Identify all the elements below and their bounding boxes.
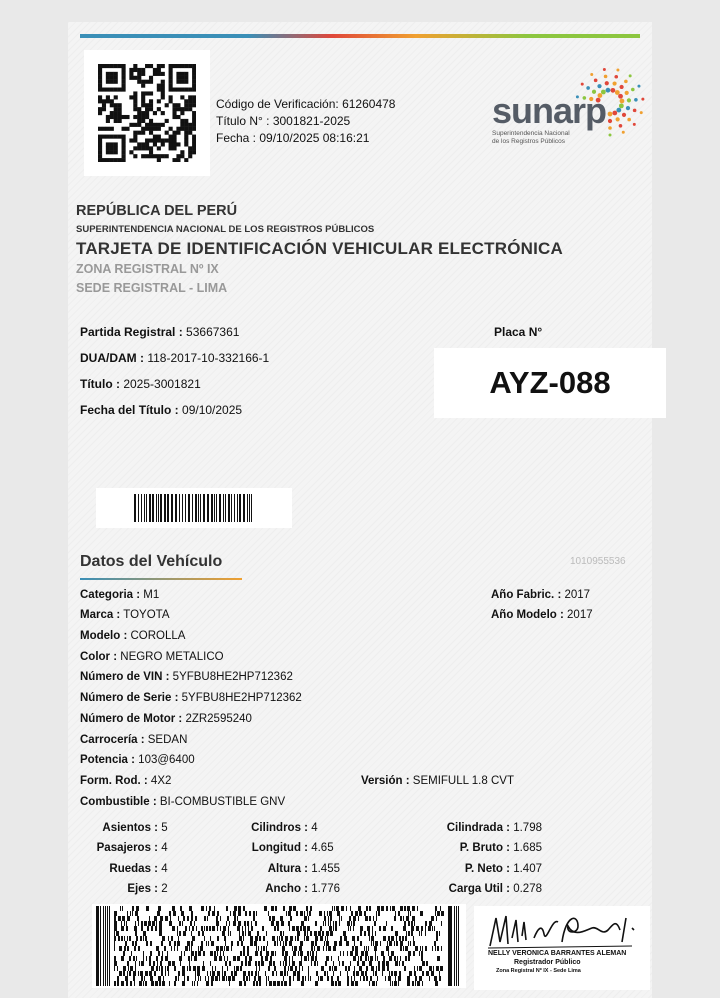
color-stripe — [80, 34, 640, 38]
partida-registral: Partida Registral : 53667361 — [80, 325, 240, 339]
logo-subtitle: Superintendencia Nacional de los Registros Públicos — [492, 130, 570, 145]
ano-fabricacion: Año Fabric. : 2017 — [491, 589, 591, 601]
signer-zone: Zona Registral Nº IX - Sede Lima — [496, 968, 581, 974]
placa-number: AYZ-088 — [434, 348, 666, 418]
modelo: Modelo : COROLLA — [80, 630, 186, 642]
cilindros: Cilindros : 4 — [251, 822, 318, 834]
carga-util: Carga Util : 0.278 — [448, 883, 542, 895]
ejes: Ejes : 2 — [127, 883, 168, 895]
peso-neto: P. Neto : 1.407 — [464, 863, 542, 875]
form-rod: Form. Rod. : 4X2 — [80, 775, 172, 787]
placa-label: Placa N° — [494, 325, 543, 339]
header-sede: SEDE REGISTRAL - LIMA — [76, 281, 228, 295]
fecha-titulo: Fecha del Título : 09/10/2025 — [80, 403, 243, 417]
potencia: Potencia : 103@6400 — [80, 754, 195, 766]
numero-motor: Número de Motor : 2ZR2595240 — [80, 713, 252, 725]
header-document-title: TARJETA DE IDENTIFICACIÓN VEHICULAR ELECTRÓNICA — [76, 239, 563, 258]
header-institution: SUPERINTENDENCIA NACIONAL DE LOS REGISTROS PÚBLICOS — [76, 224, 375, 235]
ano-modelo: Año Modelo : 2017 — [491, 609, 593, 621]
signer-role: Registrador Público — [514, 959, 581, 966]
peso-bruto: P. Bruto : 1.685 — [459, 842, 542, 854]
categoria: Categoria : M1 — [80, 589, 160, 601]
header-country: REPÚBLICA DEL PERÚ — [76, 203, 238, 219]
marca: Marca : TOYOTA — [80, 609, 170, 621]
ancho: Ancho : 1.776 — [265, 883, 340, 895]
signer-name: NELLY VERONICA BARRANTES ALEMAN — [488, 950, 627, 957]
longitud: Longitud : 4.65 — [251, 842, 334, 854]
verification-code: Código de Verificación: 61260478 — [216, 97, 396, 111]
pasajeros: Pasajeros : 4 — [96, 842, 168, 854]
document-serial: 1010955536 — [570, 556, 626, 567]
version: Versión : SEMIFULL 1.8 CVT — [361, 775, 514, 787]
section-title: Datos del Vehículo — [80, 553, 223, 570]
dua-dam: DUA/DAM : 118-2017-10-332166-1 — [80, 351, 270, 365]
header-zone: ZONA REGISTRAL Nº IX — [76, 262, 219, 276]
asientos: Asientos : 5 — [102, 822, 168, 834]
signature-block — [474, 906, 650, 990]
signature-scribble — [482, 908, 642, 952]
barcode-small — [96, 488, 292, 528]
sunarp-logo — [488, 62, 648, 162]
cilindrada: Cilindrada : 1.798 — [446, 822, 542, 834]
combustible: Combustible : BI-COMBUSTIBLE GNV — [80, 796, 286, 808]
verification-fecha: Fecha : 09/10/2025 08:16:21 — [216, 131, 370, 145]
qr-code — [84, 50, 210, 176]
section-underline — [80, 578, 242, 580]
logo-word: sunarp — [492, 90, 607, 131]
altura: Altura : 1.455 — [267, 863, 340, 875]
verification-block — [216, 96, 395, 147]
verification-titulo: Título N° : 3001821-2025 — [216, 114, 351, 128]
carroceria: Carrocería : SEDAN — [80, 734, 188, 746]
color: Color : NEGRO METALICO — [80, 651, 224, 663]
titulo: Título : 2025-3001821 — [80, 377, 201, 391]
numero-serie: Número de Serie : 5YFBU8HE2HP712362 — [80, 692, 302, 704]
barcode-pdf417 — [92, 904, 466, 988]
ruedas: Ruedas : 4 — [109, 863, 168, 875]
numero-vin: Número de VIN : 5YFBU8HE2HP712362 — [80, 671, 293, 683]
